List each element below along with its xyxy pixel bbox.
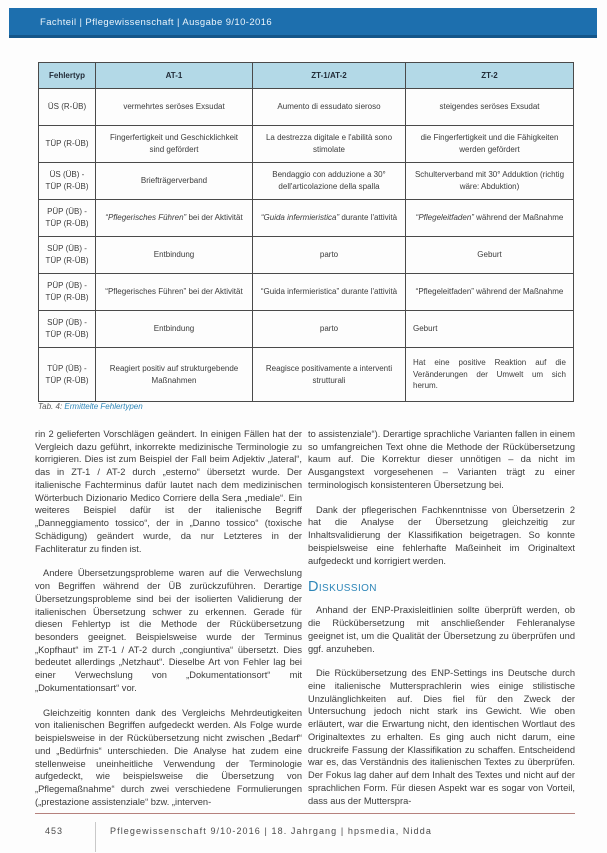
row-label: TÜP (R-ÜB) [39,126,96,163]
table-cell: parto [253,311,406,348]
footer-divider [95,822,96,852]
table-row [39,126,574,163]
table-cell [406,200,574,237]
cell-text: durante l'attività [339,213,398,223]
table-cell: “Pflegerisches Führen” bei der Aktivität [96,274,253,311]
paragraph: to assistenziale“). Derartige sprachliche Varianten fallen in einem so umfangreichen Text ohne die Methode der Rückübersetzung kaum auf. Die Korrektur dieser unnötigen – da nicht im Ausgangstext vorgesehenen – Varianten trägt zu einer terminologisch konsistenteren Übersetzung bei. [308,429,575,490]
cell-text: bei der Aktivität [186,213,243,223]
footer-rule [35,813,575,814]
paragraph: Dank der pflegerischen Fachkenntnisse von Übersetzerin 2 hat die Analyse der Übersetzung gleichzeitig zur Inhaltsvalidierung der Klassifikation beigetragen. So konnte beispielsweise eine fehlerhafte Maßeinheit im Originaltext aufgedeckt und korrigiert werden. [308,504,575,566]
table-cell [253,200,406,237]
table-cell: Hat eine positive Reaktion auf die Veränderungen der Umwelt um sich herum. [406,348,574,402]
paragraph: Gleichzeitig konnten dank des Vergleichs Mehrdeutigkeiten von italienischen Begriffen aufgedeckt werden. Als Folge wurde beispielsweise in der Rückübersetzung nicht zwischen „Bedarf“ und „Bedürfnis“ unterschieden. Die Analyse hat zudem eine stellenweise uneinheitliche Verwendung der Terminologie aufgedeckt, wie beispielsweise die Übersetzung von „Pflegemaßnahme“ durch zwei verschiedene Formulierungen („prestazione assistenziale“ bzw. „interven- [35,707,302,807]
table-cell: Reagiert positiv auf strukturgebende Maßnahmen [96,348,253,402]
cell-text: während der Maßnahme [473,213,564,223]
table-row [39,163,574,200]
header-bar [9,8,597,38]
table-cell: Aumento di essudato sieroso [253,89,406,126]
table-row [39,200,574,237]
table-cell: die Fingerfertigkeit und die Fähigkeiten werden gefördert [406,126,574,163]
table-cell: “Pflegeleitfaden” während der Maßnahme [406,274,574,311]
page-number: 453 [45,826,64,836]
page-footer [0,822,607,852]
table-row [39,274,574,311]
section-heading-diskussion: Diskussion [308,579,377,596]
column-header-zt1at2: ZT-1/AT-2 [253,63,406,89]
row-label: SÜP (ÜB) - TÜP (R-ÜB) [39,311,96,348]
table-cell: La destrezza digitale e l'abilità sono stimolate [253,126,406,163]
table-cell [96,200,253,237]
table-cell: Geburt [406,311,574,348]
quoted-term: “Pflegeleitfaden” [415,213,474,223]
table-row [39,311,574,348]
table-cell: Bendaggio con adduzione a 30° dell'articolazione della spalla [253,163,406,200]
table-row [39,348,574,402]
table-cell: Reagisce positivamente a interventi strutturali [253,348,406,402]
row-label: SÜP (ÜB) - TÜP (R-ÜB) [39,237,96,274]
left-column [35,428,302,821]
article-body [35,428,575,821]
table-cell: Entbindung [96,311,253,348]
right-column [308,428,575,821]
column-header-fehlertyp: Fehlertyp [39,63,96,89]
table-cell: Geburt [406,237,574,274]
table-cell: parto [253,237,406,274]
table-cell: vermehrtes seröses Exsudat [96,89,253,126]
row-label: ÜS (R-ÜB) [39,89,96,126]
row-label: ÜS (ÜB) - TÜP (R-ÜB) [39,163,96,200]
column-header-zt2: ZT-2 [406,63,574,89]
table-row [39,89,574,126]
row-label: PÜP (ÜB) - TÜP (R-ÜB) [39,274,96,311]
table-header-row [39,63,574,89]
header-text: Fachteil | Pflegewissenschaft | Ausgabe 9/10-2016 [40,17,273,28]
table-cell: Schulterverband mit 30° Adduktion (richtig wäre: Abduktion) [406,163,574,200]
table-caption-label: Tab. 4: [38,402,63,411]
column-header-at1: AT-1 [96,63,253,89]
row-label: PÜP (ÜB) - TÜP (R-ÜB) [39,200,96,237]
paragraph: Andere Übersetzungsprobleme waren auf die Verwechslung von Begriffen während der ÜB zurückzuführen. Derartige Übersetzungsprobleme sind bei der isolierten Validierung der italienischen Übersetzung schwer zu erkennen. Gerade für diesen Fehlertyp ist die Methode der Rückübersetzung besonders geeignet. Beispielsweise wurde der Terminus „Kopfhaut“ im ZT-1 / AT-2 durch „congiuntiva“ übersetzt. Dies bedeutet allerdings „Netzhaut“. Dieselbe Art von Fehler lag bei einer Verwechslung von „Dokumentationsort“ mit „Dokumentationsart“ vor. [35,568,302,693]
error-types-table [38,62,574,402]
table-cell: Entbindung [96,237,253,274]
table-row [39,237,574,274]
paragraph: Anhand der ENP-Praxisleitlinien sollte überprüft werden, ob die Rückübersetzung mit anschließender Fehleranalyse geeignet ist, um die Qualität der Übersetzung zu überprüfen und ggf. anzuheben. [308,605,575,654]
quoted-term: “Guida infermieristica” [260,213,340,223]
table-cell: steigendes seröses Exsudat [406,89,574,126]
table-caption [38,402,143,411]
footer-journal-line: Pflegewissenschaft 9/10-2016 | 18. Jahrgang | hpsmedia, Nidda [110,826,432,836]
paragraph: Die Rückübersetzung des ENP-Settings ins Deutsche durch eine italienische Muttersprachlerin wies einige stilistische Unzulänglichkeiten auf. Dies fiel für den Zweck der Untersuchung jedoch nicht stark ins Gewicht. Wie oben erläutert, war die Erwartung nicht, den identischen Wortlaut des Originaltextes zu erhalten. Es ging auch nicht darum, eine druckreife Fassung der Klassifikation zu schaffen. Entscheidend war es, das Verständnis des italienischen Textes zu überprüfen. Der Fokus lag daher auf dem Inhalt des Textes und nicht auf der sprachlichen Form. Für diesen Aspekt war es sogar von Vorteil, dass aus der Mutterspra- [308,668,575,806]
table-caption-text: Ermittelte Fehlertypen [64,402,143,411]
row-label: TÜP (ÜB) - TÜP (R-ÜB) [39,348,96,402]
table-cell: Fingerfertigkeit und Geschicklichkeit sind gefördert [96,126,253,163]
quoted-term: “Pflegerisches Führen” [105,213,187,223]
table-cell: “Guida infermieristica” durante l'attività [253,274,406,311]
paragraph: rin 2 gelieferten Vorschlägen geändert. In einigen Fällen hat der Vergleich dazu geführt, inkorrekte medizinische Terminologie zu korrigieren. Dies ist zum Beispiel der Fall beim Adjektiv „lateral“, das in ZT-1 / AT-2 durch „esterno“ übersetzt wurde. Der italienische Fachterminus dafür lautet nach dem medizinischen Wörterbuch Dizionario Medico Corriere della Sera „mediale“. Ein weiteres Beispiel dafür ist der italienische Begriff „Danneggiamento tossico“, der in „Danno tossico“ (toxische Schädigung) geändert wurde, da nur Letzteres in der Fachliteratur zu finden ist. [35,429,302,554]
table-cell: Briefträgerverband [96,163,253,200]
